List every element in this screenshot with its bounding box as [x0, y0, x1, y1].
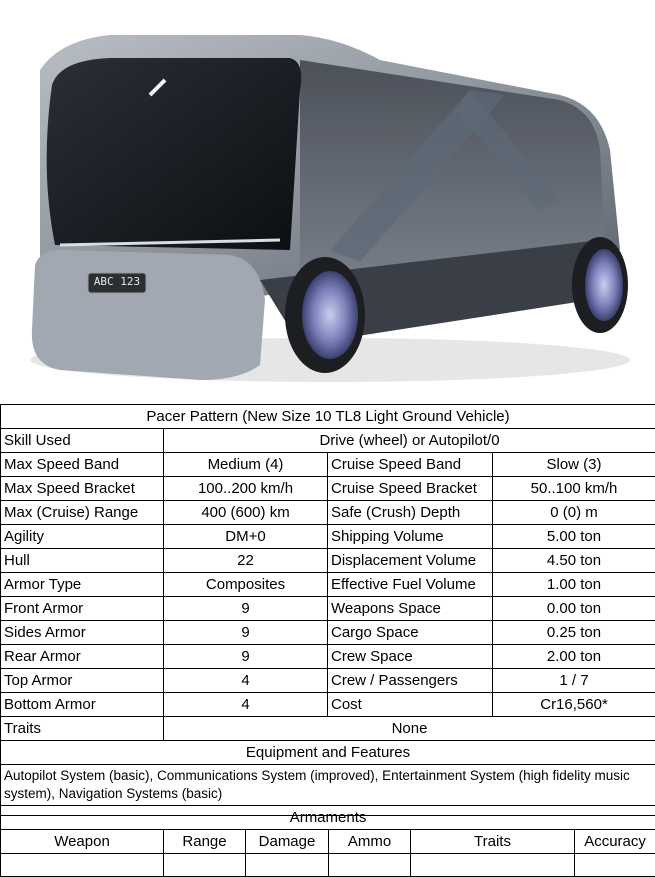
stat-value: 9	[164, 597, 328, 621]
stat-label: Front Armor	[1, 597, 164, 621]
stat-label: Weapons Space	[328, 597, 493, 621]
stat-label: Agility	[1, 525, 164, 549]
stat-row	[1, 645, 655, 669]
stat-value: 1 / 7	[493, 669, 655, 693]
stat-value: 2.00 ton	[493, 645, 655, 669]
stat-row	[1, 573, 655, 597]
stat-value: 4	[164, 669, 328, 693]
stat-label: Cargo Space	[328, 621, 493, 645]
armaments-table	[0, 805, 655, 877]
stat-label: Displacement Volume	[328, 549, 493, 573]
stat-label: Shipping Volume	[328, 525, 493, 549]
stat-value: Medium (4)	[164, 453, 328, 477]
stat-value: DM+0	[164, 525, 328, 549]
stat-row	[1, 549, 655, 573]
traits-label: Traits	[1, 717, 164, 741]
stat-value: 4	[164, 693, 328, 717]
skill-label: Skill Used	[1, 429, 164, 453]
vehicle-title: Pacer Pattern (New Size 10 TL8 Light Ground Vehicle)	[1, 405, 655, 429]
stat-label: Safe (Crush) Depth	[328, 501, 493, 525]
armaments-heading: Armaments	[1, 806, 655, 830]
stat-value: Composites	[164, 573, 328, 597]
traits-value: None	[164, 717, 655, 741]
stat-label: Max (Cruise) Range	[1, 501, 164, 525]
stat-value: 100..200 km/h	[164, 477, 328, 501]
stat-value: 1.00 ton	[493, 573, 655, 597]
column-header: Accuracy	[575, 830, 655, 854]
stat-label: Rear Armor	[1, 645, 164, 669]
stat-value: 5.00 ton	[493, 525, 655, 549]
stat-value: 400 (600) km	[164, 501, 328, 525]
stat-label: Crew / Passengers	[328, 669, 493, 693]
column-header: Ammo	[329, 830, 411, 854]
skill-value: Drive (wheel) or Autopilot/0	[164, 429, 655, 453]
stat-value: 4.50 ton	[493, 549, 655, 573]
stat-row	[1, 525, 655, 549]
stat-value: 22	[164, 549, 328, 573]
stat-label: Cost	[328, 693, 493, 717]
vehicle-stats-table	[0, 404, 655, 816]
license-plate: ABC 123	[88, 275, 146, 288]
vehicle-image	[0, 0, 655, 404]
stat-value: 0.00 ton	[493, 597, 655, 621]
empty-cell	[411, 854, 575, 877]
stat-row	[1, 453, 655, 477]
stat-value: 9	[164, 645, 328, 669]
stat-row	[1, 501, 655, 525]
stat-value: 9	[164, 621, 328, 645]
empty-cell	[1, 854, 164, 877]
equipment-text: Autopilot System (basic), Communications System (improved), Entertainment System (high fidelity music system), Navigation Systems (basic)	[1, 765, 655, 816]
stat-label: Crew Space	[328, 645, 493, 669]
column-header: Range	[164, 830, 246, 854]
stat-label: Top Armor	[1, 669, 164, 693]
empty-cell	[575, 854, 655, 877]
stat-label: Max Speed Bracket	[1, 477, 164, 501]
armaments-empty-row	[1, 854, 655, 877]
stat-row	[1, 597, 655, 621]
stat-row	[1, 477, 655, 501]
stat-label: Cruise Speed Band	[328, 453, 493, 477]
stat-label: Hull	[1, 549, 164, 573]
stat-label: Cruise Speed Bracket	[328, 477, 493, 501]
stat-row	[1, 669, 655, 693]
empty-cell	[164, 854, 246, 877]
stat-label: Max Speed Band	[1, 453, 164, 477]
stat-label: Armor Type	[1, 573, 164, 597]
column-header: Weapon	[1, 830, 164, 854]
stat-row	[1, 693, 655, 717]
equipment-heading: Equipment and Features	[1, 741, 655, 765]
stat-label: Sides Armor	[1, 621, 164, 645]
bus-illustration	[0, 0, 655, 404]
stat-row	[1, 621, 655, 645]
stat-value: 0 (0) m	[493, 501, 655, 525]
empty-cell	[246, 854, 329, 877]
column-header: Damage	[246, 830, 329, 854]
empty-cell	[329, 854, 411, 877]
stat-value: Slow (3)	[493, 453, 655, 477]
column-header: Traits	[411, 830, 575, 854]
stat-value: 0.25 ton	[493, 621, 655, 645]
stat-label: Effective Fuel Volume	[328, 573, 493, 597]
stat-value: 50..100 km/h	[493, 477, 655, 501]
armaments-header-row	[1, 830, 655, 854]
stat-label: Bottom Armor	[1, 693, 164, 717]
stat-value: Cr16,560*	[493, 693, 655, 717]
